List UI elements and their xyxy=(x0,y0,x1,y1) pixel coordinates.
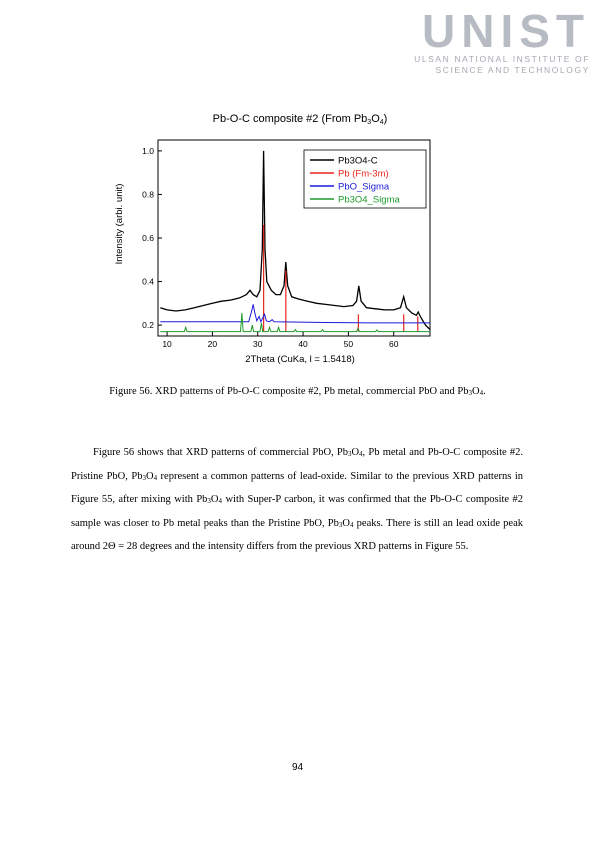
y-tick-label-3: 0.8 xyxy=(142,189,154,200)
x-tick-label-4: 50 xyxy=(343,339,354,349)
series-line-2 xyxy=(160,304,430,323)
x-tick-label-3: 40 xyxy=(298,339,308,349)
body-paragraph: Figure 56 shows that XRD patterns of commercial PbO, $Pb_3O_4$, Pb metal and Pb-O-C composite #2. Pristine PbO, $Pb_3O_4$ represent a common patterns of lead-oxide. Similar to the previous XRD patterns in Figure 55, after mixing with $Pb_3O_4$ with Super-P carbon, it was confirmed that the Pb-O-C composite #2 sample was closer to Pb metal peaks than the Pristine PbO, $Pb_3O_4$ peaks. There is still an lead oxide peak around 2Θ = 28 degrees and the intensity differs from the previous XRD patterns in Figure 55. xyxy=(71,447,524,552)
chart-title: Pb-O-C composite #2 (From Pb3O4) xyxy=(212,113,388,126)
legend-label-1: Pb (Fm-3m) xyxy=(338,168,389,180)
y-tick-label-0: 0.2 xyxy=(142,320,154,331)
legend-label-2: PbO_Sigma xyxy=(338,181,390,193)
xrd-chart xyxy=(108,100,438,380)
legend-label-0: Pb3O4-C xyxy=(338,155,378,167)
y-tick-label-1: 0.4 xyxy=(142,276,154,287)
chart-legend xyxy=(304,150,426,208)
unist-logo xyxy=(396,5,590,88)
figure-caption: Figure 56. XRD patterns of Pb-O-C composite #2, Pb metal, commercial PbO and $Pb_3O_4$. xyxy=(109,386,486,397)
x-tick-label-1: 20 xyxy=(207,339,218,349)
y-axis-label: Intensity (arbi. unit) xyxy=(114,183,125,265)
x-tick-label-0: 10 xyxy=(162,339,172,349)
x-tick-label-2: 30 xyxy=(252,339,263,349)
legend-label-3: Pb3O4_Sigma xyxy=(338,194,400,206)
unist-logo-line2: SCIENCE AND TECHNOLOGY xyxy=(435,65,590,75)
page-number: 94 xyxy=(291,762,304,773)
x-tick-label-5: 60 xyxy=(388,339,399,349)
x-axis-label: 2Theta (CuKa, l = 1.5418) xyxy=(245,354,355,365)
unist-logo-word: UNIST xyxy=(422,5,590,57)
y-tick-label-2: 0.6 xyxy=(142,233,154,243)
y-tick-label-4: 1.0 xyxy=(142,145,154,156)
unist-logo-line1: ULSAN NATIONAL INSTITUTE OF xyxy=(414,54,590,64)
